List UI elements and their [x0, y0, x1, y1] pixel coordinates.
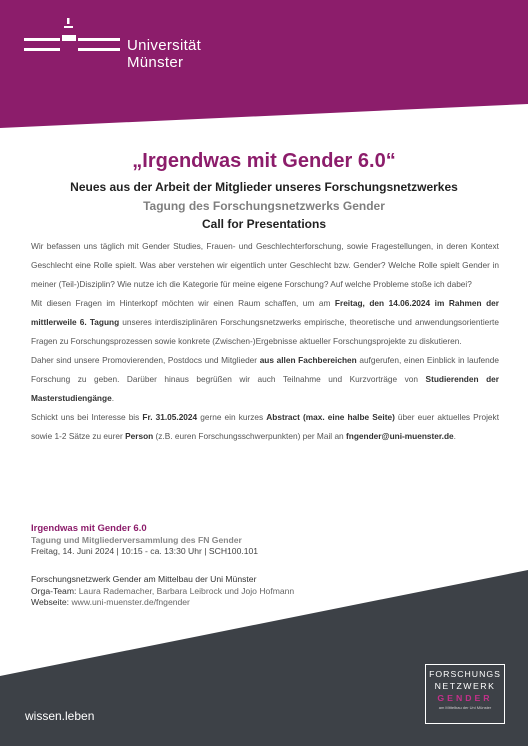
- students-highlight: Studierenden der Masterstudiengänge: [31, 374, 499, 403]
- organizer-website: [31, 597, 501, 609]
- event-subtitle: Tagung und Mitgliederversammlung des FN Gender: [31, 534, 242, 545]
- university-logo: [24, 18, 224, 80]
- text-run: aufgerufen, einen Einblick in laufende Forschung zu geben. Darüber hinaus begrüßen wir auch Teilnahme und Kurzvorträge von: [31, 355, 499, 384]
- text-run: .: [111, 393, 114, 403]
- fn-logo-line2: NETZWERK: [434, 681, 496, 691]
- person-highlight: Person: [125, 431, 154, 441]
- contact-email-link[interactable]: fngender@uni-muenster.de: [345, 431, 454, 441]
- fn-logo-line4: am Mittelbau der Uni Münster: [438, 705, 492, 710]
- website-label: Webseite:: [31, 597, 70, 608]
- page-title: „Irgendwas mit Gender 6.0“: [132, 150, 396, 172]
- university-name-line1: Universität: [127, 37, 202, 54]
- website-link[interactable]: www.uni-muenster.de/fngender: [69, 597, 190, 608]
- research-network-logo: [425, 664, 505, 724]
- team-label: Orga-Team:: [31, 585, 77, 596]
- university-name-line2: Münster: [127, 54, 184, 71]
- event-date-highlight: Freitag, den 14.06.2024 im Rahmen der mittlerweile 6. Tagung: [31, 298, 499, 327]
- organizer-info: [31, 574, 501, 609]
- event-title: Irgendwas mit Gender 6.0: [31, 523, 147, 534]
- call-heading: Call for Presentations: [201, 217, 327, 231]
- deadline-highlight: Fr. 31.05.2024: [142, 412, 198, 422]
- paragraph-intro: Wir befassen uns täglich mit Gender Studies, Frauen- und Geschlechterforschung, sowie Fragestellungen, in deren Kontext Geschlecht eine Rolle spielt. Was aber verstehen wir eigentlich unter Geschlecht bzw. Gender? Welche Rolle spielt Gender in meiner (Teil-)Disziplin? Wie nutze ich die Kategorie für meine eigene Forschung? Auf welche Probleme stoße ich dabei?: [31, 241, 499, 289]
- text-run: (z.B. euren Forschungsschwerpunkten) per Mail an: [153, 431, 346, 441]
- team-value: Laura Rademacher, Barbara Leibrock und Jojo Hofmann: [76, 585, 295, 596]
- text-run: Daher sind unsere Promovierenden, Postdocs und Mitglieder: [31, 355, 260, 365]
- event-info: [31, 523, 501, 558]
- conference-name: Tagung des Forschungsnetzwerks Gender: [143, 199, 385, 213]
- event-details: Freitag, 14. Juni 2024 | 10:15 - ca. 13:30 Uhr | SCH100.101: [31, 546, 259, 557]
- text-run: .: [453, 431, 456, 441]
- organizer-name: Forschungsnetzwerk Gender am Mittelbau der Uni Münster: [31, 574, 257, 584]
- paragraph-audience: [31, 351, 499, 408]
- abstract-highlight: Abstract (max. eine halbe Seite): [266, 412, 395, 422]
- text-run: unseres interdisziplinären Forschungsnetzwerks empirische, theoretische und anwendungsorientierte Fragen zu Forschungsprozessen sowie konkrete (Zwischen-)Ergebnisse aktueller Forschungsprojekte zu diskutieren.: [31, 317, 499, 346]
- university-name: [127, 37, 201, 71]
- page-subtitle: Neues aus der Arbeit der Mitglieder unseres Forschungsnetzwerkes: [70, 180, 458, 194]
- text-run: gerne ein kurzes: [197, 412, 267, 422]
- text-run: über euer aktuelles Projekt sowie 1-2 Sätze zu eurer: [31, 412, 499, 441]
- university-logo-icon: [24, 18, 120, 58]
- text-run: Mit diesen Fragen im Hinterkopf möchten wir einen Raum schaffen, um am: [31, 298, 335, 308]
- university-slogan: wissen.leben: [25, 709, 95, 723]
- call-body-text: [31, 237, 499, 446]
- text-run: Schickt uns bei Interesse bis: [31, 412, 143, 422]
- fn-logo-line1: FORSCHUNGS: [429, 669, 501, 679]
- paragraph-submission: [31, 408, 499, 446]
- audience-highlight: aus allen Fachbereichen: [259, 355, 357, 365]
- organizer-team: [31, 586, 501, 598]
- fn-logo-line3: GENDER: [437, 693, 493, 703]
- paragraph-goal: [31, 294, 499, 351]
